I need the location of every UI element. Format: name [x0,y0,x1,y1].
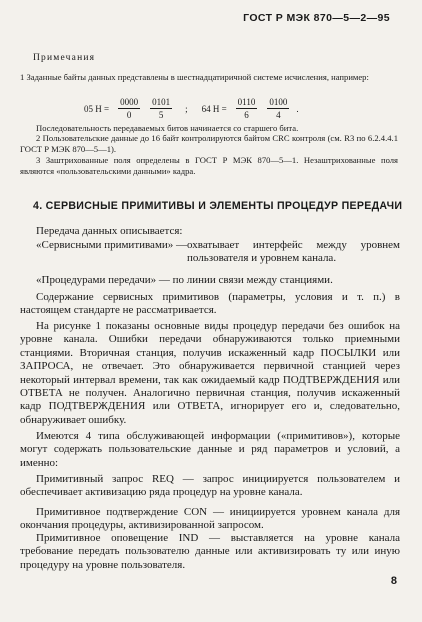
formula-separator: ; [185,103,188,114]
fraction-denominator: 6 [244,110,249,120]
fraction [267,97,289,120]
definition-description: охватывает интерфейс между уровнем пользователя и уровнем канала. [187,239,400,265]
paragraph: На рисунке 1 показаны основные виды процедур передачи без ошибок на уровне канала. Ошибки передачи обнаруживаются только приемными станциями. Вторичная станция, получив искаженный кадр ПОСЫЛКИ или ЗАПРОСА, не отвечает. Это обнаруживается первичной станцией через некоторый интервал времени, так как ожидаемый кадр ПОДТВЕРЖДЕНИЯ или ОТВЕТА не получен. Аналогично первичная станция, получив искаженный кадр ПОДТВЕРЖДЕНИЯ или ОТВЕТА, игнорирует его и, следовательно, обнаруживает ошибку. [20,320,400,426]
paragraph: Примитивный запрос REQ — запрос инициируется пользователем и обеспечивает активизацию ряда процедур на уровне канала. [20,473,400,499]
formula-period: . [296,103,299,114]
formula-right-label: 64 H = [201,103,227,114]
note-1-continuation: Последовательность передаваемых битов начинается со старшего бита. [36,123,299,133]
fraction-denominator: 5 [158,110,164,120]
page-header: ГОСТ Р МЭК 870—5—2—95 [243,12,390,24]
fraction-numerator: 0110 [237,97,256,107]
notes-title: Примечания [33,53,96,63]
section-title: 4. СЕРВИСНЫЕ ПРИМИТИВЫ И ЭЛЕМЕНТЫ ПРОЦЕДУР ПЕРЕДАЧИ [33,200,403,212]
definition-service-primitives [20,239,400,266]
hex-formula [84,97,299,120]
fraction [236,97,258,120]
fraction [118,97,140,120]
fraction-numerator: 0101 [152,97,171,107]
definition-term: «Сервисными примитивами» — [36,239,188,251]
fraction-denominator: 0 [126,110,132,120]
fraction-numerator: 0000 [120,97,139,107]
paragraph: Содержание сервисных примитивов (параметры, условия и т. п.) в настоящем стандарте не рассматривается. [20,291,400,317]
note-3: 3 Заштрихованные поля определены в ГОСТ Р МЭК 870—5—1. Незаштрихованные поля являются «пользовательскими данными» кадра. [20,155,398,176]
fraction [150,97,172,120]
note-1: 1 Заданные байты данных представлены в шестнадцатиричной системе исчисления, например: [20,72,369,82]
section-intro: Передача данных описывается: [36,225,183,237]
paragraph: Примитивное оповещение IND — выставляется на уровне канала требование передать пользователю данные или активизировать ту или иную процедуру на уровне пользователя. [20,532,400,571]
formula-left-label: 05 H = [84,103,110,114]
page-number: 8 [390,575,397,587]
fraction-denominator: 4 [276,110,281,120]
paragraph: Примитивное подтверждение CON — инициируется уровнем канала для окончания процедуры, активизированной запросом. [20,506,400,532]
definition-transfer-procedures: «Процедурами передачи» — по линии связи между станциями. [36,274,333,286]
fraction-numerator: 0100 [269,97,288,107]
note-2: 2 Пользовательские данные до 16 байт контролируются байтом CRC контроля (см. R3 по 6.2.4.4.1 ГОСТ Р МЭК 870—5—1). [20,133,398,154]
paragraph: Имеются 4 типа обслуживающей информации («примитивов»), которые могут содержать пользовательские данные и ряд параметров и условий, а именно: [20,430,400,469]
